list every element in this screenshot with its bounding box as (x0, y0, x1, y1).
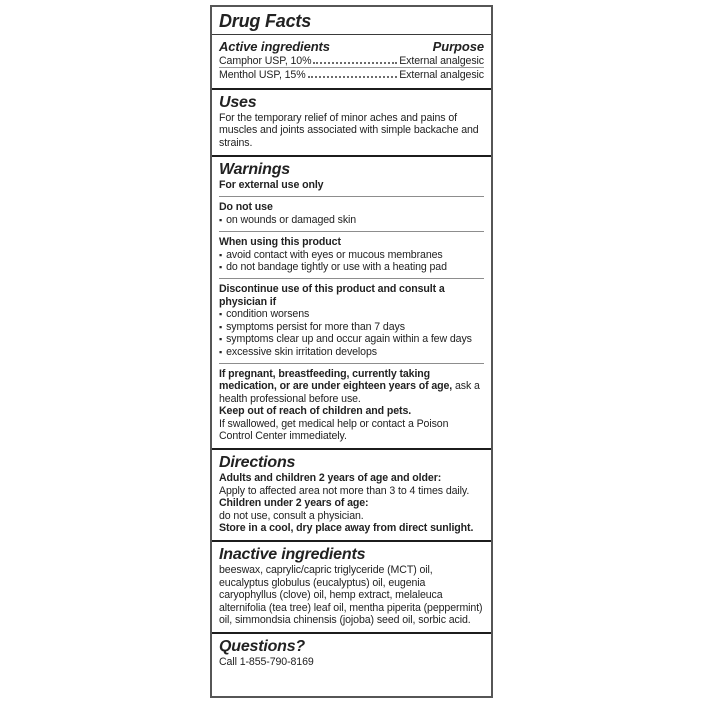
do-not-use-group (219, 201, 484, 226)
dotted-leader (308, 76, 398, 78)
list-item-text: symptoms persist for more than 7 days (226, 320, 405, 333)
list-item-text: avoid contact with eyes or mucous membranes (226, 248, 443, 261)
ingredient-purpose: External analgesic (399, 54, 484, 67)
list-item (219, 321, 484, 333)
list-item (219, 214, 484, 226)
discontinue-heading: Discontinue use of this product and consult a physician if (219, 283, 445, 308)
list-item (219, 333, 484, 345)
list-item-text: on wounds or damaged skin (226, 213, 357, 226)
questions-phone: Call 1-855-790-8169 (219, 656, 314, 669)
directions-heading: Directions (219, 454, 296, 472)
uses-section (212, 88, 491, 155)
do-not-use-heading: Do not use (219, 201, 273, 214)
inactive-ingredients-heading: Inactive ingredients (219, 546, 366, 564)
bullet-icon: ▪ (219, 346, 223, 357)
pregnancy-warning-bold: If pregnant, breastfeeding, currently taking medication, or are under eighteen years of age, (219, 367, 453, 393)
external-use-only: For external use only (219, 179, 324, 192)
uses-heading: Uses (219, 93, 257, 111)
bullet-icon: ▪ (219, 321, 223, 332)
ingredient-name: Menthol USP, 15% (219, 68, 306, 81)
if-swallowed-text: If swallowed, get medical help or contact a Poison Control Center immediately. (219, 417, 449, 442)
divider (219, 278, 484, 279)
questions-heading: Questions? (219, 638, 306, 656)
directions-line: Adults and children 2 years of age and older: (219, 472, 442, 485)
list-item (219, 261, 484, 273)
divider (219, 363, 484, 364)
pregnancy-group (219, 368, 484, 442)
directions-line: Store in a cool, dry place away from direct sunlight. (219, 521, 474, 534)
drug-facts-header (212, 7, 491, 35)
directions-line: Apply to affected area not more than 3 to 4 times daily. (219, 484, 470, 497)
inactive-ingredients-section (212, 540, 491, 632)
dotted-leader (313, 62, 397, 64)
when-using-group (219, 236, 484, 273)
list-item (219, 249, 484, 261)
bullet-icon: ▪ (219, 249, 223, 260)
warnings-heading: Warnings (219, 161, 291, 179)
list-item-text: symptoms clear up and occur again within a few days (226, 333, 472, 346)
when-using-heading: When using this product (219, 236, 341, 249)
pregnancy-warning (219, 368, 484, 405)
ingredient-name: Camphor USP, 10% (219, 54, 312, 67)
divider (219, 196, 484, 197)
directions-line: Children under 2 years of age: (219, 497, 369, 510)
purpose-heading: Purpose (432, 39, 484, 54)
uses-text: For the temporary relief of minor aches and pains of muscles and joints associated with simple backache and strains. (219, 111, 479, 149)
pregnancy-warning-normal: ask a health professional before use. (219, 380, 480, 405)
label-title: Drug Facts (219, 11, 312, 31)
list-item-text: excessive skin irritation develops (226, 345, 377, 358)
bullet-icon: ▪ (219, 334, 223, 345)
active-ingredients-section (212, 35, 491, 88)
list-item-text: condition worsens (226, 308, 310, 321)
list-item (219, 346, 484, 358)
list-item-text: do not bandage tightly or use with a heating pad (226, 261, 447, 274)
active-ingredients-heading: Active ingredients (219, 39, 330, 54)
inactive-ingredients-text: beeswax, caprylic/capric triglyceride (MCT) oil, eucalyptus globulus (eucalyptus) oil, eugenia caryophyllus (clove) oil, hemp extract, melaleuca alternifolia (tea tree) leaf oil, mentha piperita (peppermint) oil, simmondsia chinensis (jojoba) seed oil, sorbic acid. (219, 564, 483, 626)
bullet-icon: ▪ (219, 262, 223, 273)
bullet-icon: ▪ (219, 309, 223, 320)
drug-facts-label (210, 5, 493, 698)
directions-section (212, 448, 491, 540)
ingredient-purpose: External analgesic (399, 68, 484, 81)
discontinue-group (219, 283, 484, 357)
divider (219, 231, 484, 232)
questions-section (212, 632, 491, 674)
keep-out-of-reach: Keep out of reach of children and pets. (219, 405, 412, 418)
directions-line: do not use, consult a physician. (219, 509, 364, 522)
list-item (219, 308, 484, 320)
bullet-icon: ▪ (219, 214, 223, 225)
warnings-section (212, 155, 491, 448)
active-ingredient-row (219, 68, 484, 81)
active-ingredient-row (219, 54, 484, 68)
